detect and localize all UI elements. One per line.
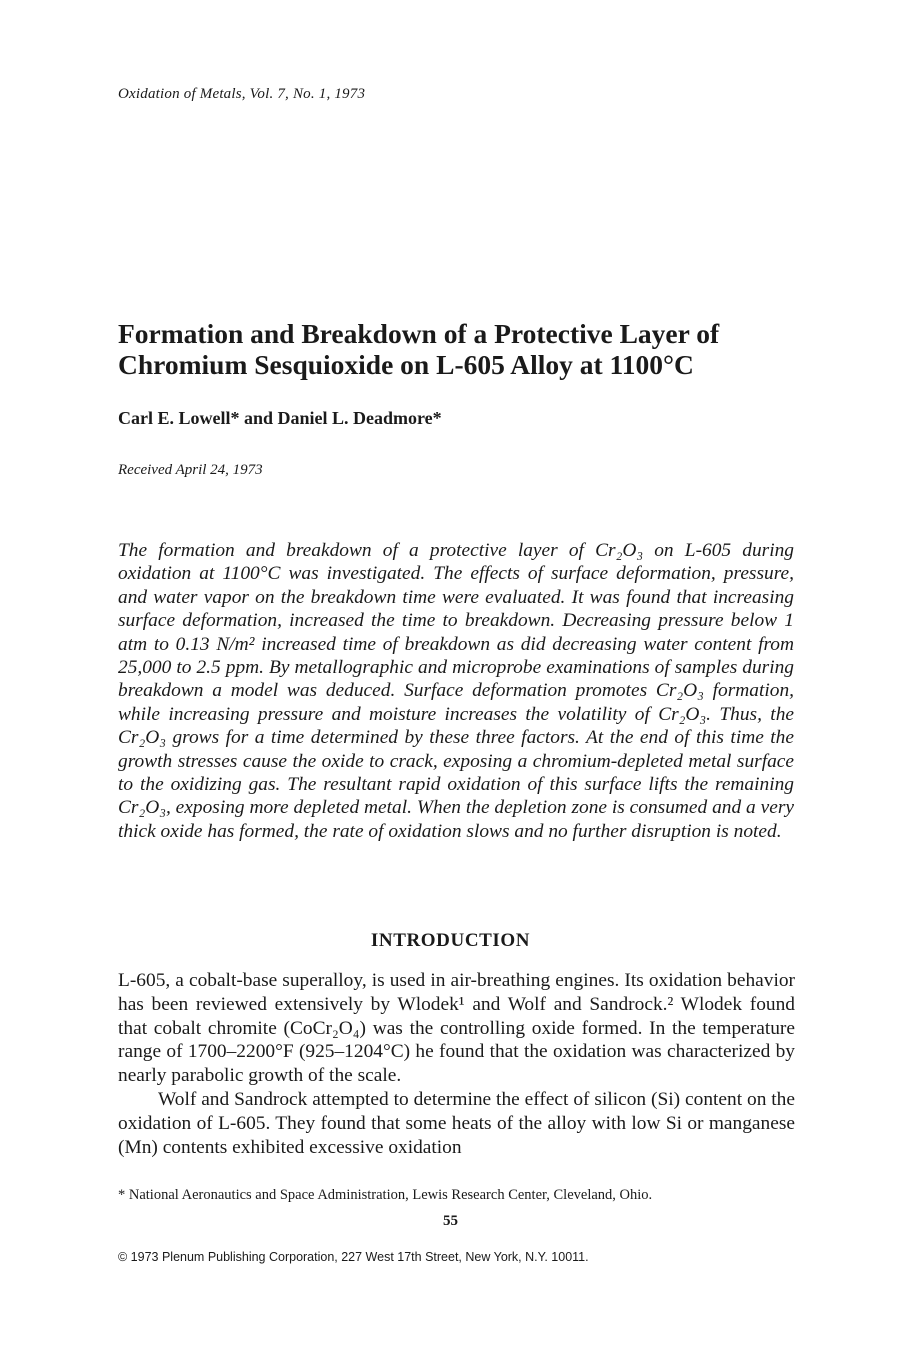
introduction-body <box>118 969 795 1159</box>
page-number: 55 <box>443 1213 458 1229</box>
body-paragraph: Wolf and Sandrock attempted to determine the effect of silicon (Si) content on the oxidation of L-605. They found that some heats of the alloy with low Si or manganese (Mn) contents exhibited excessive oxidation <box>118 1088 795 1158</box>
affiliation-footnote: * National Aeronautics and Space Administration, Lewis Research Center, Cleveland, Ohio. <box>118 1187 653 1203</box>
received-date: Received April 24, 1973 <box>118 462 263 478</box>
abstract-text: The formation and breakdown of a protective layer of Cr₂O₃ on L-605 during oxidation at 1100°C was investigated. The effects of surface deformation, pressure, and water vapor on the breakdown time were evaluated. It was found that increasing surface deformation, increased the time to breakdown. Decreasing pressure below 1 atm to 0.13 N/m² increased time of breakdown as did decreasing water content from 25,000 to 2.5 ppm. By metallographic and microprobe examinations of samples during breakdown a model was deduced. Surface deformation promotes Cr₂O₃ formation, while increasing pressure and moisture increases the volatility of Cr₂O₃. Thus, the Cr₂O₃ grows for a time determined by these three factors. At the end of this time the growth stresses cause the oxide to crack, exposing a chromium-depleted metal surface to the oxidizing gas. The resultant rapid oxidation of this surface lifts the remaining Cr₂O₃, exposing more depleted metal. When the depletion zone is consumed and a very thick oxide has formed, the rate of oxidation slows and no further disruption is noted. <box>118 540 794 842</box>
journal-citation: Oxidation of Metals, Vol. 7, No. 1, 1973 <box>118 86 366 102</box>
section-heading-introduction: INTRODUCTION <box>370 930 531 951</box>
article-authors: Carl E. Lowell* and Daniel L. Deadmore* <box>118 408 442 428</box>
copyright-notice: © 1973 Plenum Publishing Corporation, 227 West 17th Street, New York, N.Y. 10011. <box>118 1250 589 1264</box>
article-title: Formation and Breakdown of a Protective Layer of Chromium Sesquioxide on L-605 Alloy at 1100°C <box>118 318 720 380</box>
body-paragraph: L-605, a cobalt-base superalloy, is used in air-breathing engines. Its oxidation behavior has been reviewed extensively by Wlodek¹ and Wolf and Sandrock.² Wlodek found that cobalt chromite (CoCr₂O₄) was the controlling oxide formed. In the temperature range of 1700–2200°F (925–1204°C) he found that the oxidation was characterized by nearly parabolic growth of the scale. <box>118 970 795 1087</box>
